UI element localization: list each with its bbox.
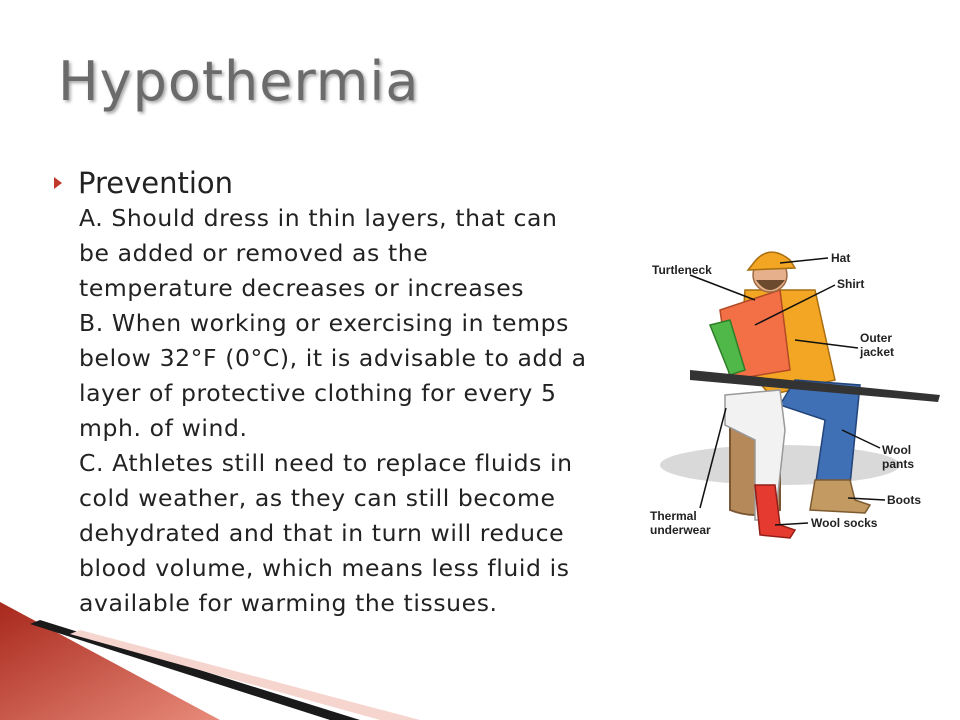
label-wool-pants-2: pants — [882, 457, 915, 471]
bullet-arrow-icon — [54, 177, 62, 189]
slide-title: Hypothermia — [58, 50, 420, 113]
paragraph-b: B. When working or exercising in temps below 32°F (0°C), it is advisable to add a layer of protective clothing for every 5 mph. of wind. — [79, 309, 587, 442]
slide-body — [54, 165, 654, 621]
label-wool-socks: Wool socks — [811, 516, 878, 530]
bullet-item — [54, 165, 654, 201]
hat-shape — [748, 252, 795, 270]
paragraph-c: C. Athletes still need to replace fluids in cold weather, as they can still become dehydrated and that in turn will reduce blood volume, which means less fluid is available for warming the tissues. — [79, 449, 573, 617]
label-outer-jacket-2: jacket — [860, 345, 895, 359]
label-thermal-2: underwear — [650, 523, 711, 537]
hunter-clothing-illustration — [630, 230, 960, 560]
label-outer-jacket-1: Outer — [860, 331, 893, 345]
label-hat: Hat — [831, 251, 851, 265]
label-shirt: Shirt — [837, 277, 865, 291]
label-turtleneck: Turtleneck — [652, 263, 712, 277]
boot-shape — [810, 480, 870, 513]
bullet-heading: Prevention — [78, 166, 234, 200]
label-wool-pants-1: Wool — [882, 443, 912, 457]
label-thermal-1: Thermal — [650, 509, 697, 523]
label-boots: Boots — [887, 493, 921, 507]
wool-sock-shape — [755, 485, 795, 538]
paragraph-a: A. Should dress in thin layers, that can be added or removed as the temperature decreases or increases — [79, 204, 558, 302]
decorative-corner — [0, 590, 420, 720]
